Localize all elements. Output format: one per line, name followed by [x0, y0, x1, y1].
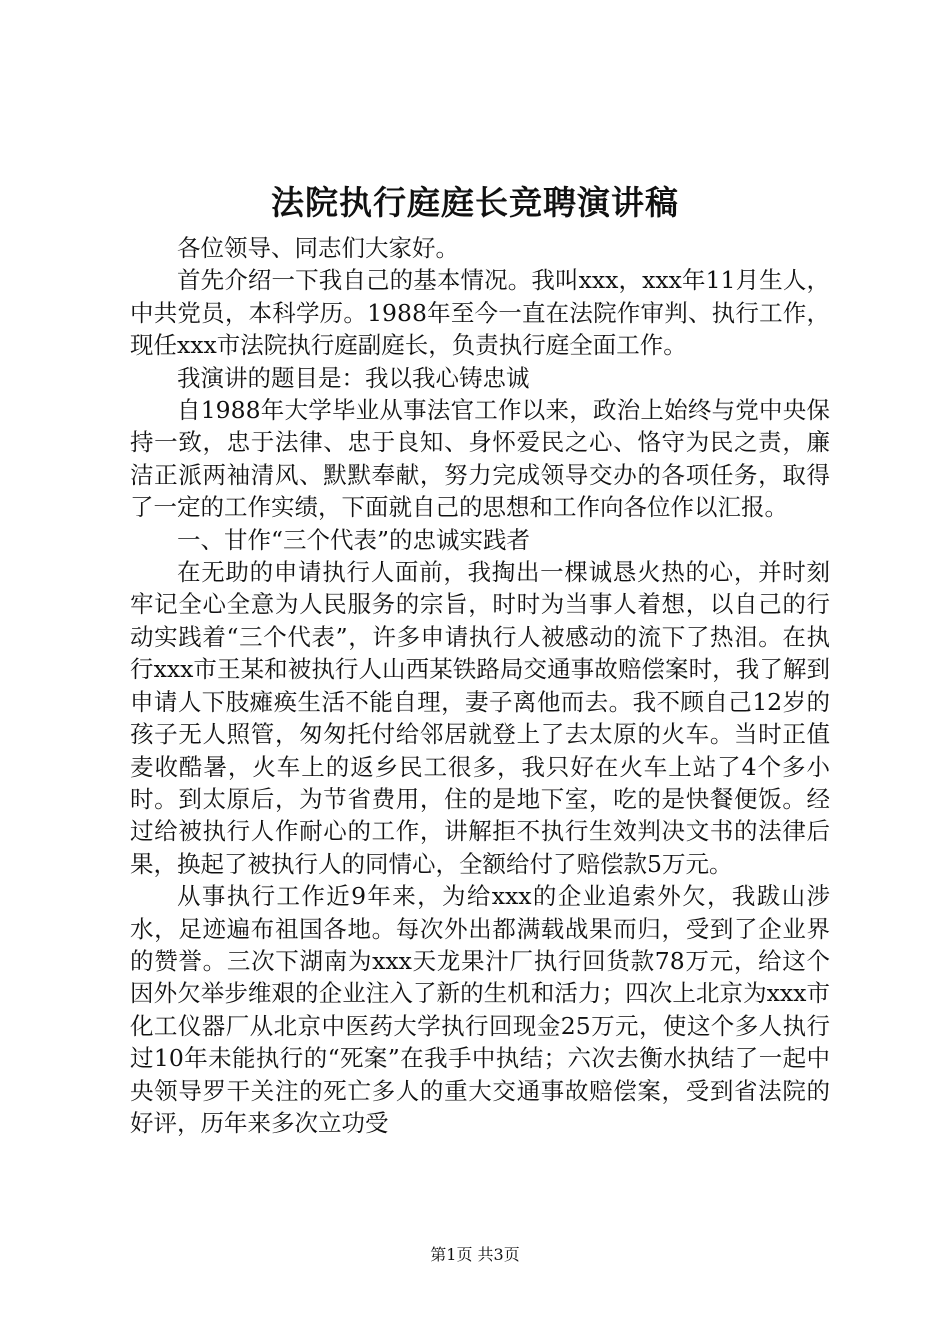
paragraph-execution-achievements: 从事执行工作近9年来，为给xxx的企业追索外欠，我跋山涉水，足迹遍布祖国各地。每次外出都满载战果而归，受到了企业界的赞誉。三次下湖南为xxx天龙果汁厂执行回货款78万元，给这个因外欠举步维艰的企业注入了新的生机和活力；四次上北京为xxx市化工仪器厂从北京中医药大学执行回现金25万元，使这个多人执行过10年未能执行的“死案”在我手中执结；六次去衡水执结了一起中央领导罗干关注的死亡多人的重大交通事故赔偿案，受到省法院的好评，历年来多次立功受: [130, 882, 830, 1137]
paragraph-self-introduction: 首先介绍一下我自己的基本情况。我叫xxx，xxx年11月生人，中共党员，本科学历。1988年至今一直在法院作审判、执行工作，现任xxx市法院执行庭副庭长，负责执行庭全面工作。: [130, 266, 830, 360]
page-footer: 第1页 共3页: [430, 1245, 520, 1264]
paragraph-greeting: 各位领导、同志们大家好。: [177, 234, 459, 262]
document-body: [130, 232, 830, 1139]
paragraph-case-story: 在无助的申请执行人面前，我掏出一棵诚恳火热的心，并时刻牢记全心全意为人民服务的宗旨，时时为当事人着想，以自己的行动实践着“三个代表”，许多申请执行人被感动的流下了热泪。在执行xxx市王某和被执行人山西某铁路局交通事故赔偿案时，我了解到申请人下肢瘫痪生活不能自理，妻子离他而去。我不顾自己12岁的孩子无人照管，匆匆托付给邻居就登上了去太原的火车。当时正值麦收酷暑，火车上的返乡民工很多，我只好在火车上站了4个多小时。到太原后，为节省费用，住的是地下室，吃的是快餐便饭。经过给被执行人作耐心的工作，讲解拒不执行生效判决文书的法律后果，换起了被执行人的同情心，全额给付了赔偿款5万元。: [130, 558, 830, 878]
paragraph-speech-topic: 我演讲的题目是：我以我心铸忠诚: [177, 363, 530, 392]
paragraph-career-summary: 自1988年大学毕业从事法官工作以来，政治上始终与党中央保持一致，忠于法律、忠于良知、身怀爱民之心、恪守为民之责，廉洁正派两袖清风、默默奉献，努力完成领导交办的各项任务，取得了一定的工作实绩，下面就自己的思想和工作向各位作以汇报。: [130, 396, 830, 522]
section-heading-one: 一、甘作“三个代表”的忠诚实践者: [177, 525, 531, 554]
document-title: 法院执行庭庭长竞聘演讲稿: [271, 183, 679, 222]
